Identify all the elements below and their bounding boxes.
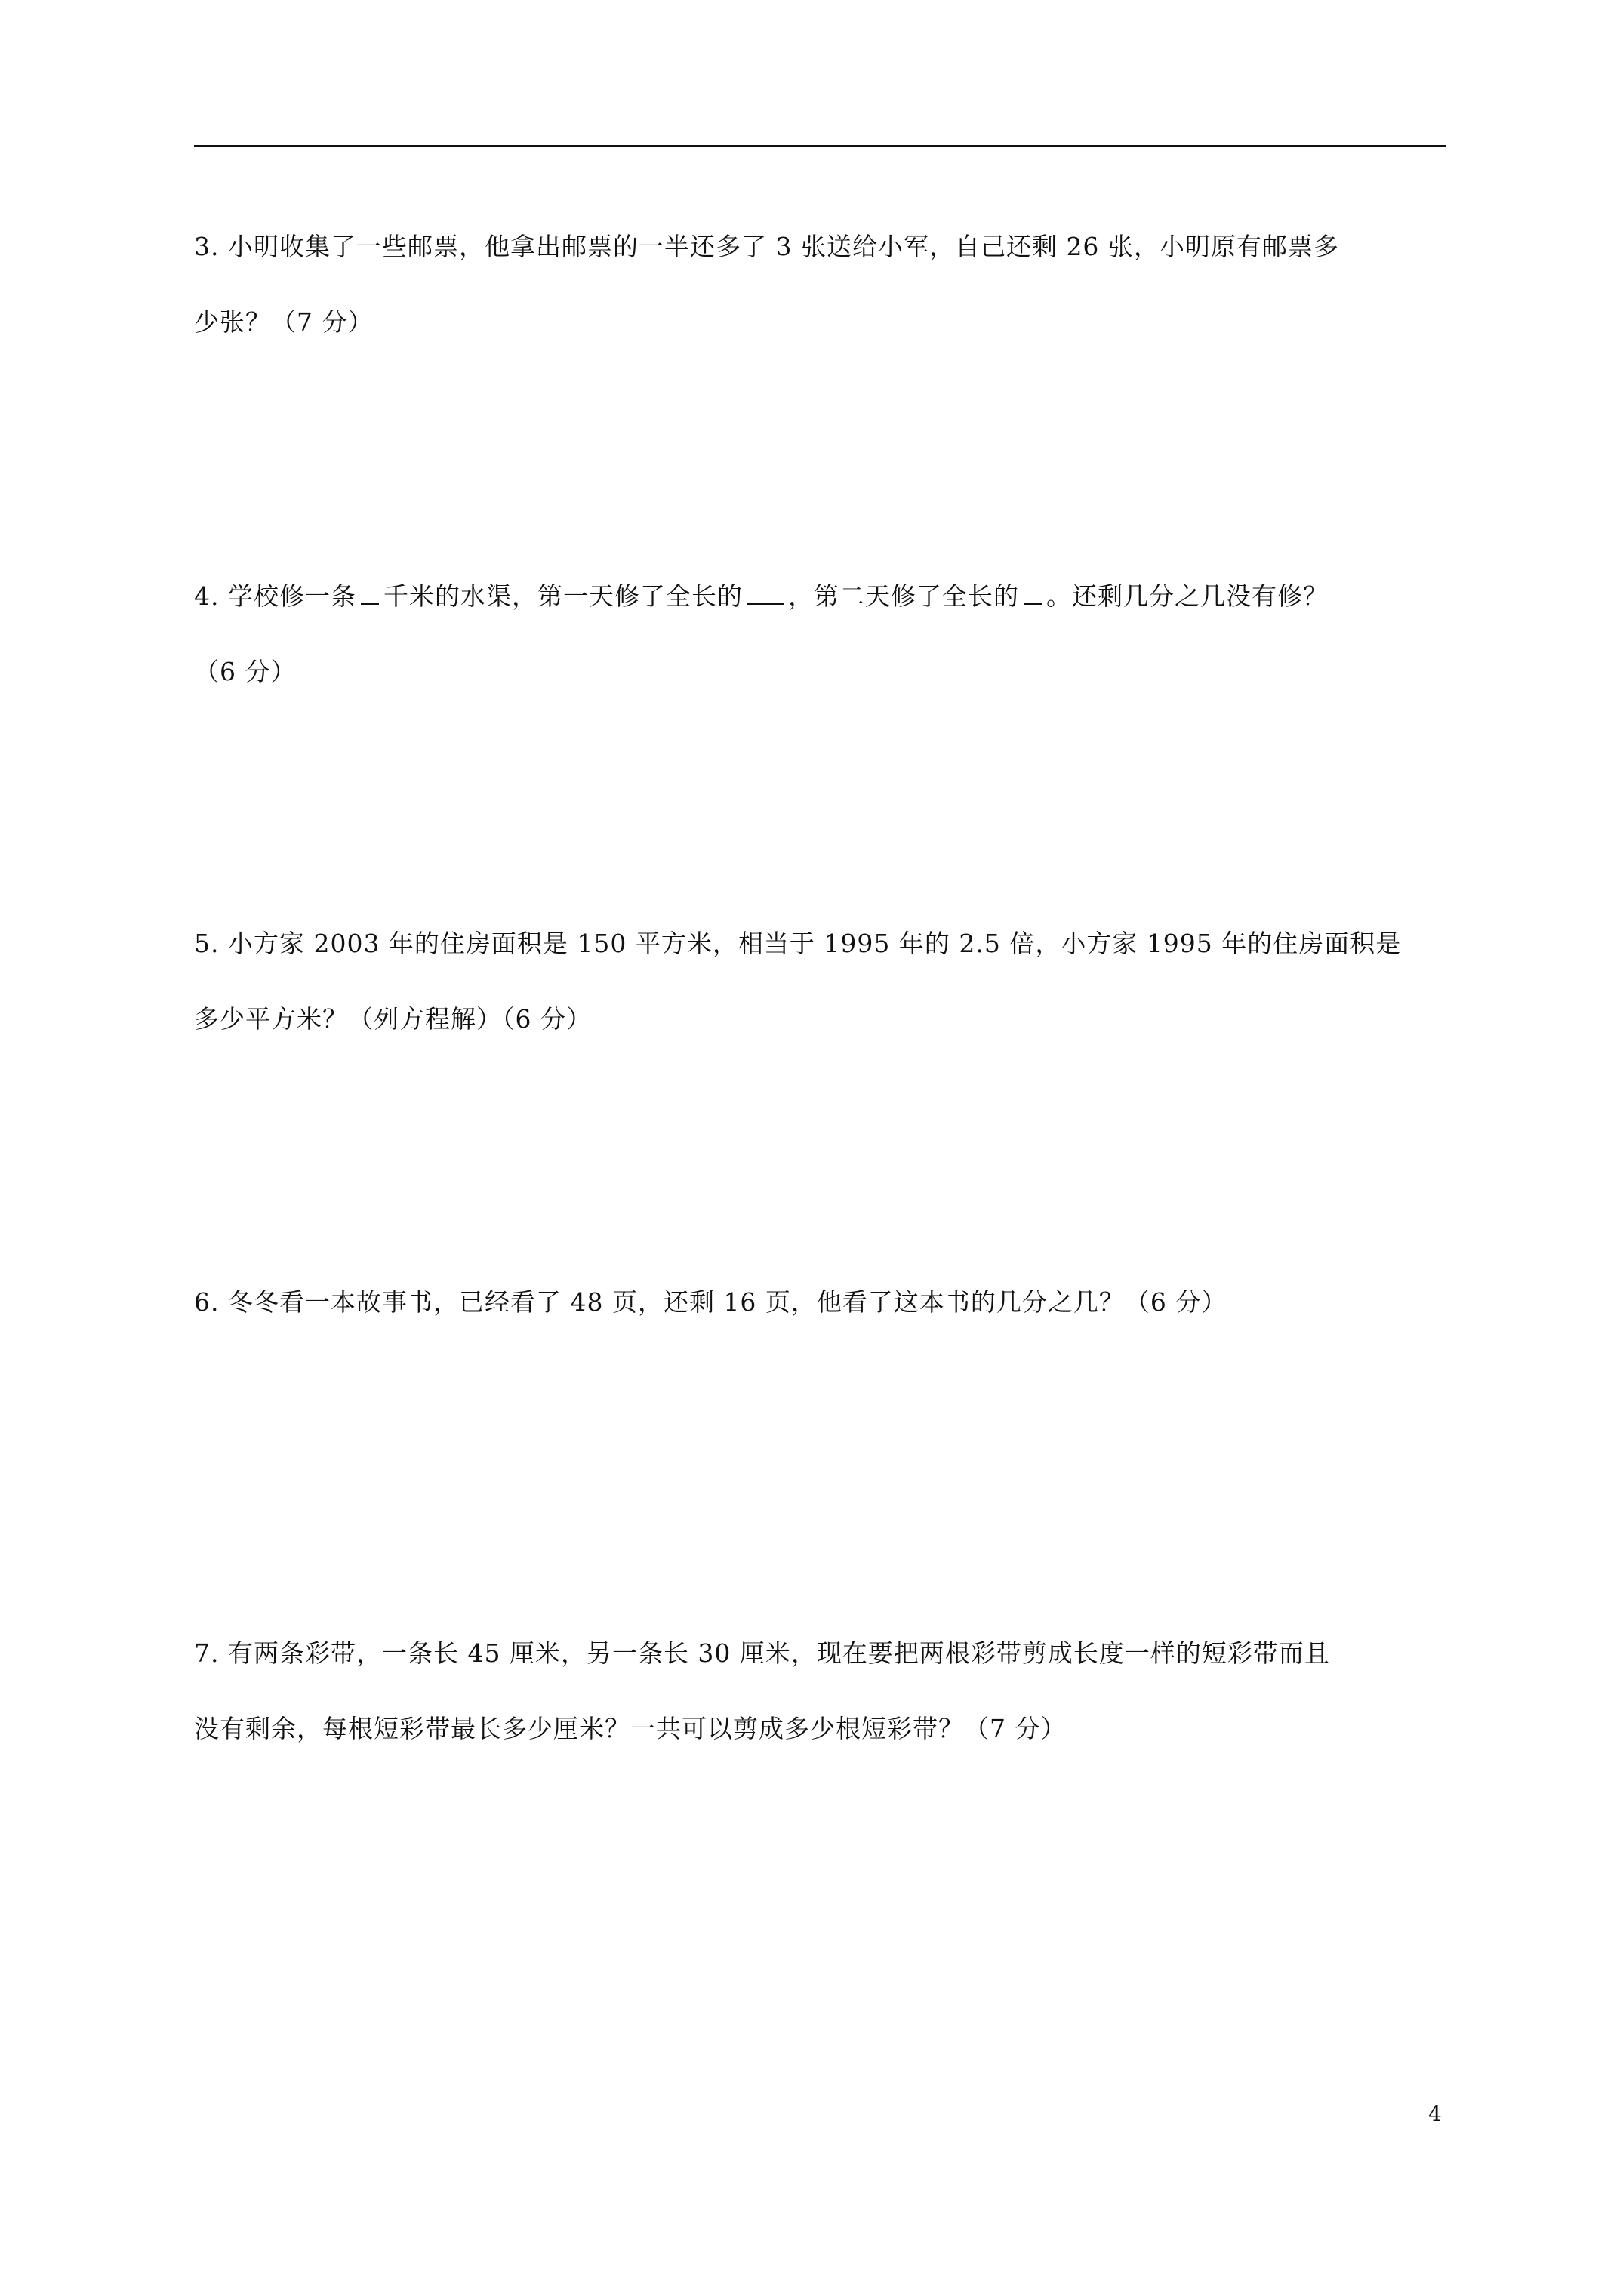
question-4-line-2: （6 分） [194,657,297,686]
question-3-line-2: 少张？（7 分） [194,307,374,337]
fraction-blank-length [361,580,379,605]
question-4-line-1 [194,559,1447,634]
question-4-text-a: 4. 学校修一条 [194,581,356,611]
question-4-text-c: ，第二天修了全长的 [787,581,1019,611]
fraction-blank-day1 [747,580,784,605]
header-rule [194,145,1446,147]
question-4-text-d: 。还剩几分之几没有修？ [1046,581,1329,611]
fraction-blank-day2 [1024,580,1042,605]
question-4-text-b: 千米的水渠，第一天修了全长的 [383,581,743,611]
question-4 [194,559,1447,710]
question-6-line-1: 6. 冬冬看一本故事书，已经看了 48 页，还剩 16 页，他看了这本书的几分之几？（6 分） [194,1287,1227,1317]
question-7-line-2: 没有剩余，每根短彩带最长多少厘米？一共可以剪成多少根短彩带？（7 分） [194,1714,1067,1743]
question-5-line-2: 多少平方米？（列方程解）（6 分） [194,1004,592,1034]
question-5 [194,906,1447,1057]
question-6 [194,1265,1447,1340]
question-5-line-1: 5. 小方家 2003 年的住房面积是 150 平方米，相当于 1995 年的 2.5 倍，小方家 1995 年的住房面积是 [194,929,1402,958]
question-3-line-1: 3. 小明收集了一些邮票，他拿出邮票的一半还多了 3 张送给小军，自己还剩 26 张，小明原有邮票多 [194,232,1339,261]
page-number: 4 [1428,2101,1442,2126]
question-7-line-1: 7. 有两条彩带，一条长 45 厘米，另一条长 30 厘米，现在要把两根彩带剪成长度一样的短彩带而且 [194,1638,1330,1668]
question-7 [194,1616,1447,1767]
question-3 [194,209,1447,360]
